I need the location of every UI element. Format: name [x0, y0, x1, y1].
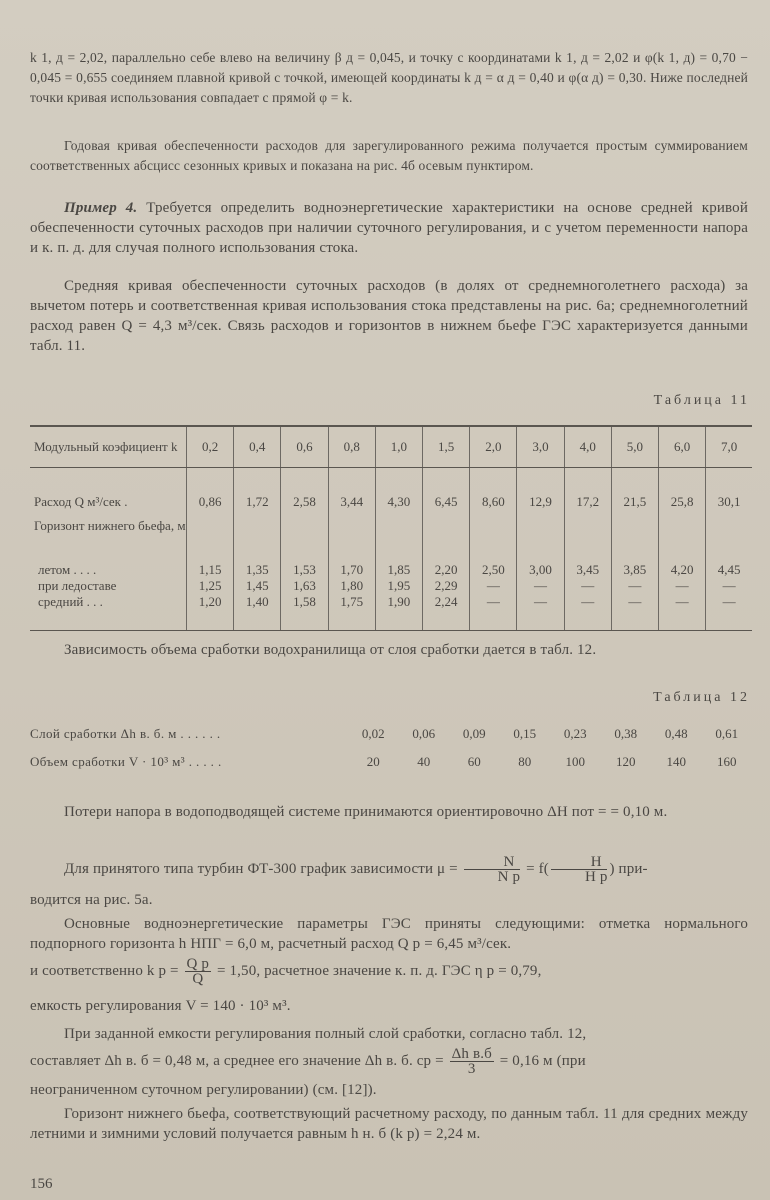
table11-k-cell: 1,5: [423, 426, 470, 468]
paragraph-8-cont: [30, 954, 748, 988]
example-text: Требуется определить водноэнергетические характеристики на основе средней кривой обеспеченности суточных расходов при наличии суточного регулирования, и с учетом переменности напора и к. п. д. для случая полного использования стока.: [30, 200, 748, 256]
table12-row-layer: [30, 720, 752, 748]
table11-cell: —: [470, 594, 517, 631]
table11-cell: 1,20: [187, 594, 234, 631]
table11-k-cell: 6,0: [659, 426, 706, 468]
table11-k-cell: 3,0: [517, 426, 564, 468]
table12-cell: 0,15: [513, 726, 537, 741]
table12-cell: 120: [616, 754, 636, 769]
paragraph-1: k 1, д = 2,02, параллельно себе влево на величину β д = 0,045, и точку с координатами k 1, д = 2,02 и φ(k 1, д) = 0,70 − 0,045 = 0,655 соединяем плавной кривой с точкой, имеющей координаты k д = α д = 0,40 и φ(α д) = 0,30. Ниже последней точки кривая использования совпадает с прямой φ = k.: [30, 50, 748, 105]
table12-cell: 100: [565, 754, 585, 769]
table11-cell: 4,20: [659, 562, 706, 578]
h-fraction: [551, 855, 608, 884]
paragraph-5: Зависимость объема сработки водохранилища от слоя сработки дается в табл. 12.: [64, 642, 597, 658]
table12-cell: 140: [666, 754, 686, 769]
table11-cell: —: [706, 594, 752, 631]
paragraph-10: Горизонт нижнего бьефа, соответствующий расчетному расходу, по данным табл. 11 для средних между летними и зимними условий получается равным h н. б (k р) = 2,24 м.: [30, 1106, 748, 1142]
table11-cell: —: [517, 578, 564, 594]
table12-row-volume: [30, 748, 752, 776]
table12-cell: 0,09: [462, 726, 486, 741]
table11-cell: 8,60: [470, 468, 517, 511]
dh-fraction: [450, 1047, 494, 1076]
table11-cell: 1,70: [328, 562, 375, 578]
dh-numerator: Δh в.б: [451, 1046, 492, 1063]
paragraph-7-cont: водится на рис. 5а.: [30, 892, 153, 908]
table11-row-summer: [30, 562, 752, 578]
table11-cell: 12,9: [517, 468, 564, 511]
mu-eq: = f(: [526, 861, 549, 877]
table11-k-cell: 4,0: [564, 426, 611, 468]
table11-cell: 2,24: [423, 594, 470, 631]
table11-row-label: при ледоставе: [38, 578, 117, 593]
table11-cell: —: [611, 594, 658, 631]
table12-cell: 80: [518, 754, 532, 769]
table-11: [30, 425, 752, 631]
paragraph-9: При заданной емкости регулирования полный слой сработки, согласно табл. 12,: [64, 1026, 587, 1042]
table11-cell: —: [470, 578, 517, 594]
table11-cell: 1,45: [234, 578, 281, 594]
table11-cell: 1,40: [234, 594, 281, 631]
table12-row-label: Слой сработки Δh в. б. м . . . . . .: [30, 726, 221, 741]
table11-row-ice: [30, 578, 752, 594]
table11-cell: 17,2: [564, 468, 611, 511]
table11-row-label: летом . . . .: [38, 562, 97, 577]
table11-cell: 6,45: [423, 468, 470, 511]
table11-cell: —: [564, 578, 611, 594]
table11-cell: 2,58: [281, 468, 328, 511]
p7-text-b: при-: [618, 861, 648, 877]
table12-cell: 0,23: [563, 726, 587, 741]
table11-cell: —: [659, 578, 706, 594]
paragraph-2: Годовая кривая обеспеченности расходов для зарегулированного режима получается простым суммированием соответственных абсцисс сезонных кривых и показана на рис. 4б осевым пунктиром.: [30, 138, 748, 173]
table11-cell: 4,45: [706, 562, 752, 578]
table11-caption: Таблица 11: [653, 393, 750, 408]
kp-fraction: [185, 957, 212, 986]
table11-cell: —: [659, 594, 706, 631]
table11-k-cell: 0,6: [281, 426, 328, 468]
table11-cell: 4,30: [375, 468, 422, 511]
table11-k-cell: 0,2: [187, 426, 234, 468]
p8-text-b: и соответственно k р =: [30, 963, 179, 979]
table11-header-label: Модульный коэфициент k: [30, 426, 187, 468]
paragraph-4: Средняя кривая обеспеченности суточных расходов (в долях от среднемноголетнего расхода) за вычетом потерь и соответственная кривая использования стока представлены на рис. 6а; среднемноголетний расход равен Q = 4,3 м³/сек. Связь расходов и горизонтов в нижнем бьефе ГЭС характеризуется данными табл. 11.: [30, 278, 748, 354]
table11-cell: 1,80: [328, 578, 375, 594]
table11-cell: 2,29: [423, 578, 470, 594]
page-number: 156: [30, 1176, 53, 1192]
table11-cell: 3,45: [564, 562, 611, 578]
table11-cell: 2,50: [470, 562, 517, 578]
h-denominator: H р: [584, 869, 608, 886]
table11-cell: 1,72: [234, 468, 281, 511]
table11-cell: 0,86: [187, 468, 234, 511]
kp-denominator: Q: [192, 971, 204, 988]
paragraph-8-end: емкость регулирования V = 140 · 10³ м³.: [30, 998, 291, 1014]
table11-cell: 1,15: [187, 562, 234, 578]
paragraph-8: Основные водноэнергетические параметры ГЭС приняты следующими: отметка нормального подпорного горизонта h НПГ = 6,0 м, расчетный расход Q р = 6,45 м³/сек.: [30, 916, 748, 952]
dh-denominator: 3: [467, 1061, 476, 1078]
p7-text-a: Для принятого типа турбин ФТ-300 график зависимости μ =: [64, 861, 458, 877]
table12-cell: 40: [417, 754, 431, 769]
table11-k-cell: 1,0: [375, 426, 422, 468]
table11-k-cell: 5,0: [611, 426, 658, 468]
table11-cell: 1,95: [375, 578, 422, 594]
paragraph-7: [30, 852, 748, 886]
table11-cell: —: [706, 578, 752, 594]
table12-caption: Таблица 12: [653, 690, 750, 705]
table12-cell: 0,06: [412, 726, 436, 741]
table11-header-row: [30, 426, 752, 468]
table11-cell: 1,75: [328, 594, 375, 631]
mu-numerator: N: [464, 855, 521, 870]
table11-cell: 1,53: [281, 562, 328, 578]
table11-cell: 1,35: [234, 562, 281, 578]
table11-cell: 2,20: [423, 562, 470, 578]
table11-cell: 3,44: [328, 468, 375, 511]
table11-cell: 1,25: [187, 578, 234, 594]
table11-cell: —: [611, 578, 658, 594]
table12-cell: 160: [717, 754, 737, 769]
table11-k-cell: 0,4: [234, 426, 281, 468]
table11-row-label: Горизонт нижнего бьефа, м: [34, 518, 186, 533]
table11-cell: 1,90: [375, 594, 422, 631]
table11-cell: 21,5: [611, 468, 658, 511]
table11-cell: —: [564, 594, 611, 631]
kp-numerator: Q р: [186, 956, 210, 973]
table12-cell: 0,02: [361, 726, 385, 741]
table-12: [30, 720, 752, 776]
table11-cell: 25,8: [659, 468, 706, 511]
table12-cell: 0,38: [614, 726, 638, 741]
h-numerator: H: [551, 855, 608, 870]
mu-fraction: [464, 855, 521, 884]
table11-cell: 3,85: [611, 562, 658, 578]
table12-cell: 20: [366, 754, 380, 769]
paragraph-example-4: [30, 198, 748, 258]
table11-row-label: Расход Q м³/сек .: [34, 494, 128, 509]
table11-cell: 3,00: [517, 562, 564, 578]
table11-cell: 1,85: [375, 562, 422, 578]
example-lead: Пример 4.: [64, 200, 138, 216]
table11-k-cell: 7,0: [706, 426, 752, 468]
table11-cell: 30,1: [706, 468, 752, 511]
table11-cell: 1,63: [281, 578, 328, 594]
table11-cell: —: [517, 594, 564, 631]
mu-denominator: N р: [497, 869, 521, 886]
table12-cell: 0,48: [664, 726, 688, 741]
table11-row-label: средний . . .: [30, 594, 187, 631]
table12-cell: 0,61: [715, 726, 739, 741]
paragraph-9-end: неограниченном суточном регулировании) (см. [12]).: [30, 1082, 377, 1098]
table11-row-tailwater-header: [30, 510, 752, 562]
paragraph-9-cont: [30, 1044, 748, 1078]
p9-text-b: составляет Δh в. б = 0,48 м, а среднее его значение Δh в. б. ср =: [30, 1053, 444, 1069]
table11-k-cell: 2,0: [470, 426, 517, 468]
mu-close: ): [609, 861, 615, 877]
table11-row-flow: [30, 468, 752, 511]
table12-cell: 60: [467, 754, 481, 769]
paragraph-6: Потери напора в водоподводящей системе принимаются ориентировочно ΔH пот = = 0,10 м.: [64, 804, 668, 820]
table12-row-label: Объем сработки V · 10³ м³ . . . . .: [30, 754, 222, 769]
table11-cell: 1,58: [281, 594, 328, 631]
table11-k-cell: 0,8: [328, 426, 375, 468]
table11-row-average: [30, 594, 752, 631]
p8-text-c: = 1,50, расчетное значение к. п. д. ГЭС η р = 0,79,: [216, 963, 542, 979]
p9-text-c: = 0,16 м (при: [499, 1053, 586, 1069]
